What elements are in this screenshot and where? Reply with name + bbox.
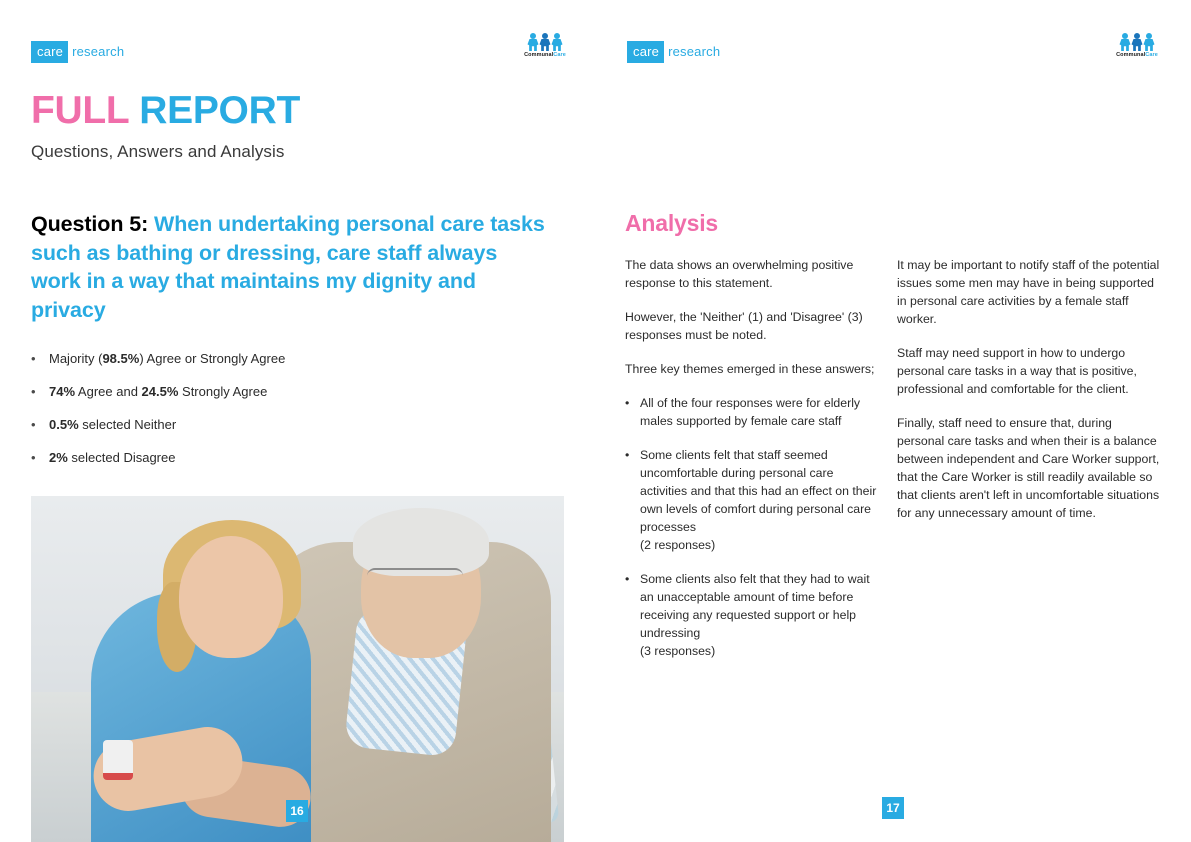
communal-text: Communal	[1116, 52, 1146, 58]
care-research-logo	[31, 41, 128, 63]
logo-research-text: research	[72, 44, 125, 59]
list-item-text: Some clients felt that staff seemed uncomfortable during personal care activities and that this had an effect on their own levels of comfort during personal care processes (2 responses)	[640, 448, 877, 552]
care-text: Care	[553, 52, 566, 58]
analysis-paragraph: The data shows an overwhelming positive response to this statement.	[625, 258, 854, 290]
care-worker-photo	[31, 496, 564, 842]
list-item-text: Majority (98.5%) Agree or Strongly Agree	[49, 351, 286, 366]
page-number-right: 17	[882, 797, 904, 819]
list-item-text: 0.5% selected Neither	[49, 417, 177, 432]
list-item-text: 74% Agree and 24.5% Strongly Agree	[49, 384, 268, 399]
bullet-dot-icon: •	[625, 572, 630, 586]
analysis-paragraph: Finally, staff need to ensure that, during personal care tasks and when their is a balance between independent and Care Worker support, that the Care Worker is still readily available so that clients aren't left in uncomfortable situations for any unnecessary amount of time.	[897, 416, 1160, 520]
logo-research-text: research	[668, 44, 721, 59]
communal-text: Communal	[524, 52, 554, 58]
list-item	[31, 383, 541, 401]
list-item	[625, 570, 883, 660]
logo-care-text: care	[627, 41, 664, 63]
analysis-column-2	[897, 256, 1162, 538]
list-item-text: All of the four responses were for elderly males supported by female care staff	[640, 396, 861, 428]
page-title-full: FULL	[31, 89, 140, 132]
question-text: When undertaking personal care tasks such as bathing or dressing, care staff always work in a way that maintains my dignity and privacy	[31, 212, 545, 322]
bullet-dot-icon: •	[31, 417, 36, 432]
communal-care-figures-icon	[1115, 33, 1159, 51]
analysis-column-1	[625, 256, 883, 676]
page-title	[31, 88, 300, 134]
page-title-report: REPORT	[139, 89, 300, 132]
bullet-dot-icon: •	[625, 448, 630, 462]
page-number-left: 16	[286, 800, 308, 822]
care-research-logo-right	[627, 41, 724, 63]
list-item	[625, 446, 883, 554]
list-item	[625, 394, 883, 430]
list-item	[31, 350, 541, 368]
analysis-heading: Analysis	[625, 210, 719, 236]
list-item-text: 2% selected Disagree	[49, 450, 176, 465]
bullet-dot-icon: •	[31, 351, 36, 366]
list-item	[31, 416, 541, 434]
list-item	[31, 449, 541, 467]
list-item-text: Some clients also felt that they had to wait an unacceptable amount of time before receiving any requested support or help undressing (3 responses)	[640, 572, 870, 658]
question-heading	[31, 210, 551, 324]
communal-care-figures-icon	[523, 33, 567, 51]
findings-list	[31, 350, 541, 482]
question-label: Question 5:	[31, 212, 155, 236]
communal-care-logo-left	[523, 33, 567, 58]
communal-care-logo-text	[1115, 52, 1159, 58]
page-subtitle: Questions, Answers and Analysis	[31, 142, 285, 161]
care-text: Care	[1145, 52, 1158, 58]
analysis-paragraph: Three key themes emerged in these answers;	[625, 362, 875, 376]
analysis-paragraph: It may be important to notify staff of the potential issues some men may have in being supported in personal care activities by a female staff worker.	[897, 258, 1160, 326]
bullet-dot-icon: •	[31, 384, 36, 399]
communal-care-logo-text	[523, 52, 567, 58]
communal-care-logo-right	[1115, 33, 1159, 58]
analysis-paragraph: However, the 'Neither' (1) and 'Disagree' (3) responses must be noted.	[625, 310, 863, 342]
analysis-paragraph: Staff may need support in how to undergo personal care tasks in a way that is positive, professional and comfortable for the client.	[897, 346, 1137, 396]
bullet-dot-icon: •	[625, 396, 630, 410]
bullet-dot-icon: •	[31, 450, 36, 465]
logo-care-text: care	[31, 41, 68, 63]
